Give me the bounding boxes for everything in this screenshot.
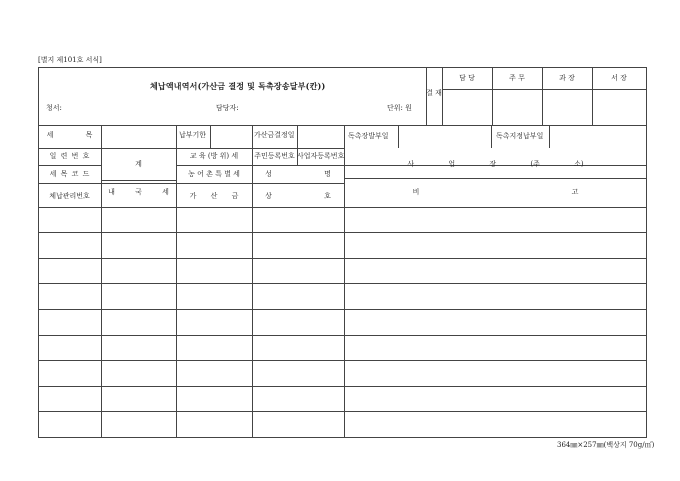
header-resident-no: 주민등록번호 [254, 152, 295, 160]
page-title: 체납액내역서(가산금 결정 및 독촉장송달부(칸)) [150, 81, 326, 91]
approval-col-chief: 주 무 [509, 74, 525, 82]
person-label: 담당자: [216, 104, 239, 112]
header-trade-name: 상 호 [265, 192, 331, 200]
office-label: 청서: [46, 104, 62, 112]
header-notice-send-date: 독촉장발부일 [348, 132, 389, 140]
unit-label: 단위: 원 [387, 104, 412, 112]
header-remarks: 비 고 [412, 188, 579, 196]
header-total: 계 [135, 160, 142, 168]
header-arrears-no: 체납관리번호 [49, 192, 90, 200]
header-surcharge: 가 산 금 [189, 192, 239, 200]
header-rural-tax: 농 어 촌 특 별 세 [188, 170, 240, 178]
header-due-date: 납부기한 [179, 131, 207, 139]
header-surcharge-date: 가산금결정일 [254, 131, 295, 139]
header-workplace-address: 사 업 장 (주 소) [407, 160, 584, 168]
form-label: [별지 제101호 서식] [38, 56, 102, 64]
header-notice-due-date: 독촉지정납부일 [496, 132, 544, 140]
header-business-no: 사업자등록번호 [297, 152, 345, 160]
approval-col-section-head: 과 장 [559, 74, 575, 82]
approval-col-manager: 담 당 [459, 74, 475, 82]
footer-paper-spec: 364㎜×257㎜(백상지 70g/㎡) [557, 441, 655, 449]
approval-label: 결 재 [426, 89, 442, 97]
header-education-tax: 교 육 (방 위) 세 [189, 152, 239, 160]
header-tax-code: 세 목 코 드 [49, 170, 90, 178]
header-domestic-tax: 내 국 세 [108, 188, 169, 196]
header-serial-no: 일 련 번 호 [49, 152, 90, 160]
header-tax-item: 세 목 [46, 131, 93, 139]
header-name: 성 명 [265, 170, 331, 178]
approval-col-director: 서 장 [611, 74, 627, 82]
